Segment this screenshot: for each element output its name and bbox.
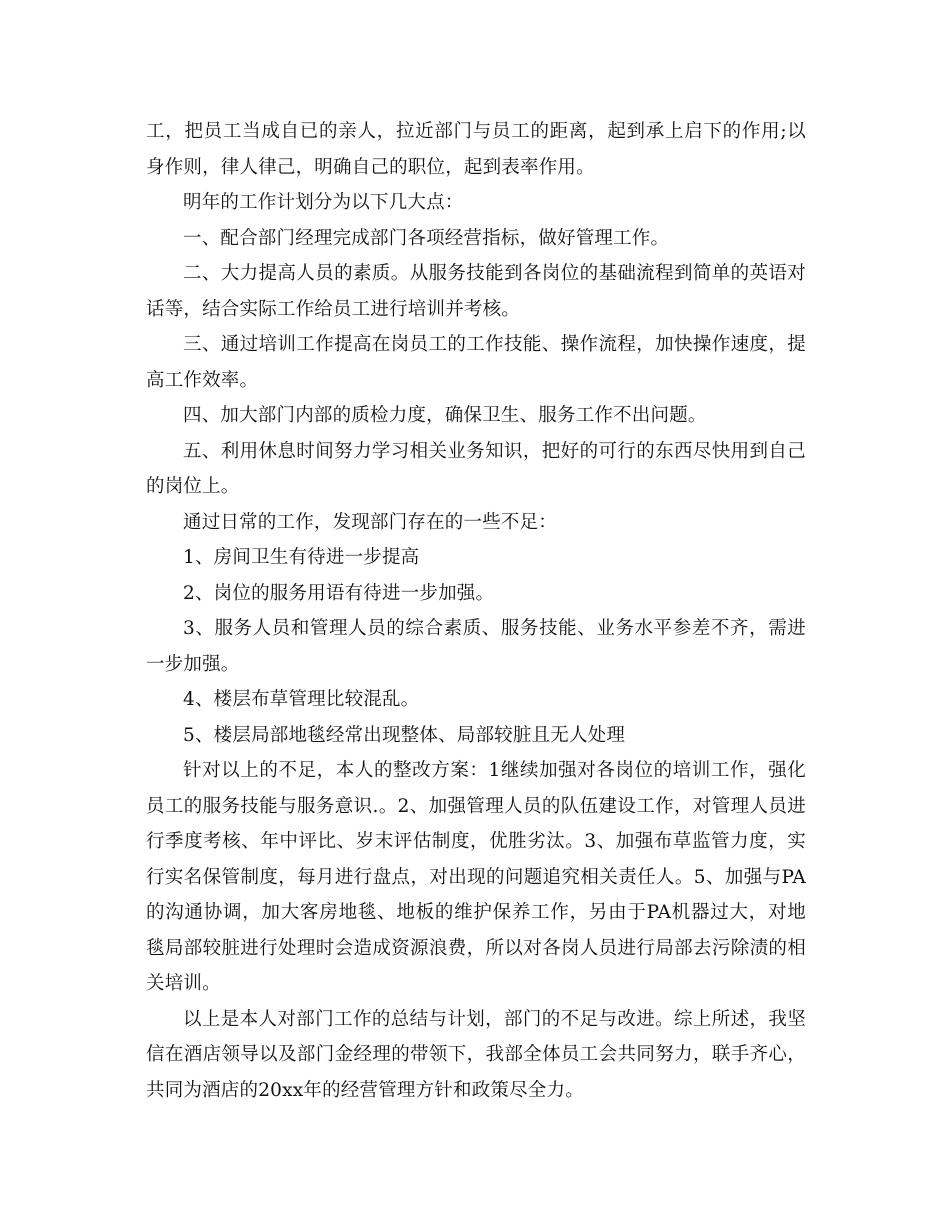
paragraph-1: 工，把员工当成自已的亲人，拉近部门与员工的距离，起到承上启下的作用;以身作则，律人律己，明确自己的职位，起到表率作用。 [146, 121, 806, 178]
document-body [146, 114, 806, 1108]
paragraph-6: 四、加大部门内部的质检力度，确保卫生、服务工作不出问题。 [183, 405, 707, 426]
paragraph-2: 明年的工作计划分为以下几大点： [183, 192, 464, 213]
list-item-3: 3、服务人员和管理人员的综合素质、服务技能、业务水平参差不齐，需进一步加强。 [146, 618, 806, 675]
paragraph-conclusion: 以上是本人对部门工作的总结与计划，部门的不足与改进。综上所述，我坚信在酒店领导以及部门金经理的带领下，我部全体员工会共同努力，联手齐心，共同为酒店的20xx年的经营管理方针和政策尽全力。 [146, 1008, 806, 1101]
paragraph-4: 二、大力提高人员的素质。从服务技能到各岗位的基础流程到简单的英语对话等，结合实际工作给员工进行培训并考核。 [146, 263, 806, 320]
list-item-4: 4、楼层布草管理比较混乱。 [183, 689, 420, 710]
paragraph-3: 一、配合部门经理完成部门各项经营指标，做好管理工作。 [183, 227, 670, 249]
paragraph-7: 五、利用休息时间努力学习相关业务知识，把好的可行的东西尽快用到自己的岗位上。 [146, 440, 806, 497]
paragraph-8: 通过日常的工作，发现部门存在的一些不足： [183, 511, 558, 533]
paragraph-5: 三、通过培训工作提高在岗员工的工作技能、操作流程，加快操作速度，提高工作效率。 [146, 334, 806, 391]
list-item-1: 1、房间卫生有待进一步提高 [183, 547, 420, 568]
list-item-2: 2、岗位的服务用语有待进一步加强。 [183, 582, 495, 604]
list-item-5: 5、楼层局部地毯经常出现整体、局部较脏且无人处理 [183, 724, 626, 746]
paragraph-improvement-plan: 针对以上的不足，本人的整改方案：1继续加强对各岗位的培训工作，强化员工的服务技能与服务意识.。2、加强管理人员的队伍建设工作，对管理人员进行季度考核、年中评比、岁末评估制度，优胜劣汰。3、加强布草监管力度，实行实名保管制度，每月进行盘点，对出现的问题追究相关责任人。5、加强与PA的沟通协调，加大客房地毯、地板的维护保养工作，另由于PA机器过大，对地毯局部较脏进行处理时会造成资源浪费，所以对各岗人员进行局部去污除渍的相关培训。 [146, 760, 806, 994]
